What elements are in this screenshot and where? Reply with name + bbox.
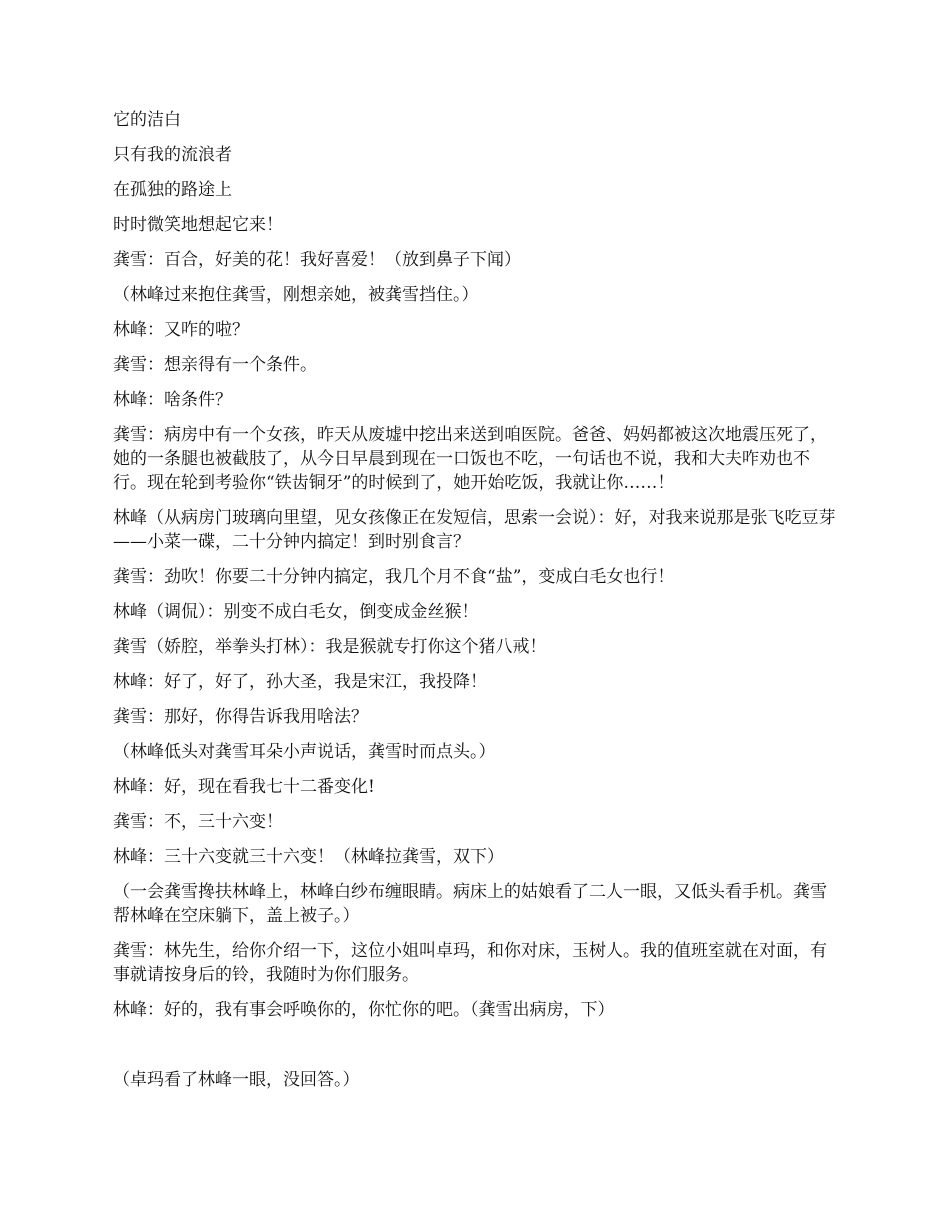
line-24: （卓玛看了林峰一眼，没回答。） — [113, 1070, 360, 1090]
line-22: 龚雪：林先生，给你介绍一下，这位小姐叫卓玛，和你对床，玉树人。我的值班室就在对面，有事就请按身后的铃，我随时为你们服务。 — [113, 941, 827, 985]
line-19: 龚雪：不，三十六变！ — [113, 812, 283, 832]
line-23: 林峰：好的，我有事会呼唤你的，你忙你的吧。（龚雪出病房，下） — [113, 1000, 615, 1020]
line-16: 龚雪：那好，你得告诉我用啥法？ — [113, 707, 368, 727]
line-1: 它的洁白 — [113, 110, 181, 130]
line-2: 只有我的流浪者 — [113, 145, 232, 165]
line-7: 林峰：又咋的啦？ — [113, 320, 249, 340]
line-15: 林峰：好了，好了，孙大圣，我是宋江，我投降！ — [113, 672, 487, 692]
line-18: 林峰：好，现在看我七十二番变化! — [113, 777, 375, 797]
line-3: 在孤独的路途上 — [113, 180, 232, 200]
line-20: 林峰：三十六变就三十六变！（林峰拉龚雪，双下） — [113, 847, 504, 867]
line-14: 龚雪（娇腔，举拳头打林）：我是猴就专打你这个猪八戒！ — [113, 637, 547, 657]
line-4: 时时微笑地想起它来！ — [113, 215, 283, 235]
line-13: 林峰（调侃）：别变不成白毛女，倒变成金丝猴！ — [113, 602, 479, 622]
line-12: 龚雪：劲吹！你要二十分钟内搞定，我几个月不食“盐”，变成白毛女也行！ — [113, 567, 675, 587]
paragraph-gap — [113, 1033, 841, 1068]
line-17: （林峰低头对龚雪耳朵小声说话，龚雪时而点头。） — [113, 742, 496, 762]
line-9: 林峰：啥条件？ — [113, 390, 232, 410]
line-11: 林峰（从病房门玻璃向里望，见女孩像正在发短信，思索一会说）：好，对我来说那是张飞吃豆芽——小菜一碟，二十分钟内搞定！到时别食言？ — [113, 508, 836, 552]
document-body — [113, 108, 841, 1103]
line-6: （林峰过来抱住龚雪，刚想亲她，被龚雪挡住。） — [113, 285, 479, 305]
line-21: （一会龚雪搀扶林峰上，林峰白纱布缠眼睛。病床上的姑娘看了二人一眼，又低头看手机。龚雪帮林峰在空床躺下，盖上被子。） — [113, 882, 827, 926]
line-10: 龚雪：病房中有一个女孩，昨天从废墟中挖出来送到咱医院。爸爸、妈妈都被这次地震压死了，她的一条腿也被截肢了，从今日早晨到现在一口饭也不吃，一句话也不说，我和大夫咋劝也不行。现在轮到考验你“铁齿铜牙”的时候到了，她开始吃饭，我就让你……！ — [113, 425, 827, 493]
line-8: 龚雪：想亲得有一个条件。 — [113, 355, 317, 375]
line-5: 龚雪：百合，好美的花！我好喜爱！（放到鼻子下闻） — [113, 250, 521, 270]
